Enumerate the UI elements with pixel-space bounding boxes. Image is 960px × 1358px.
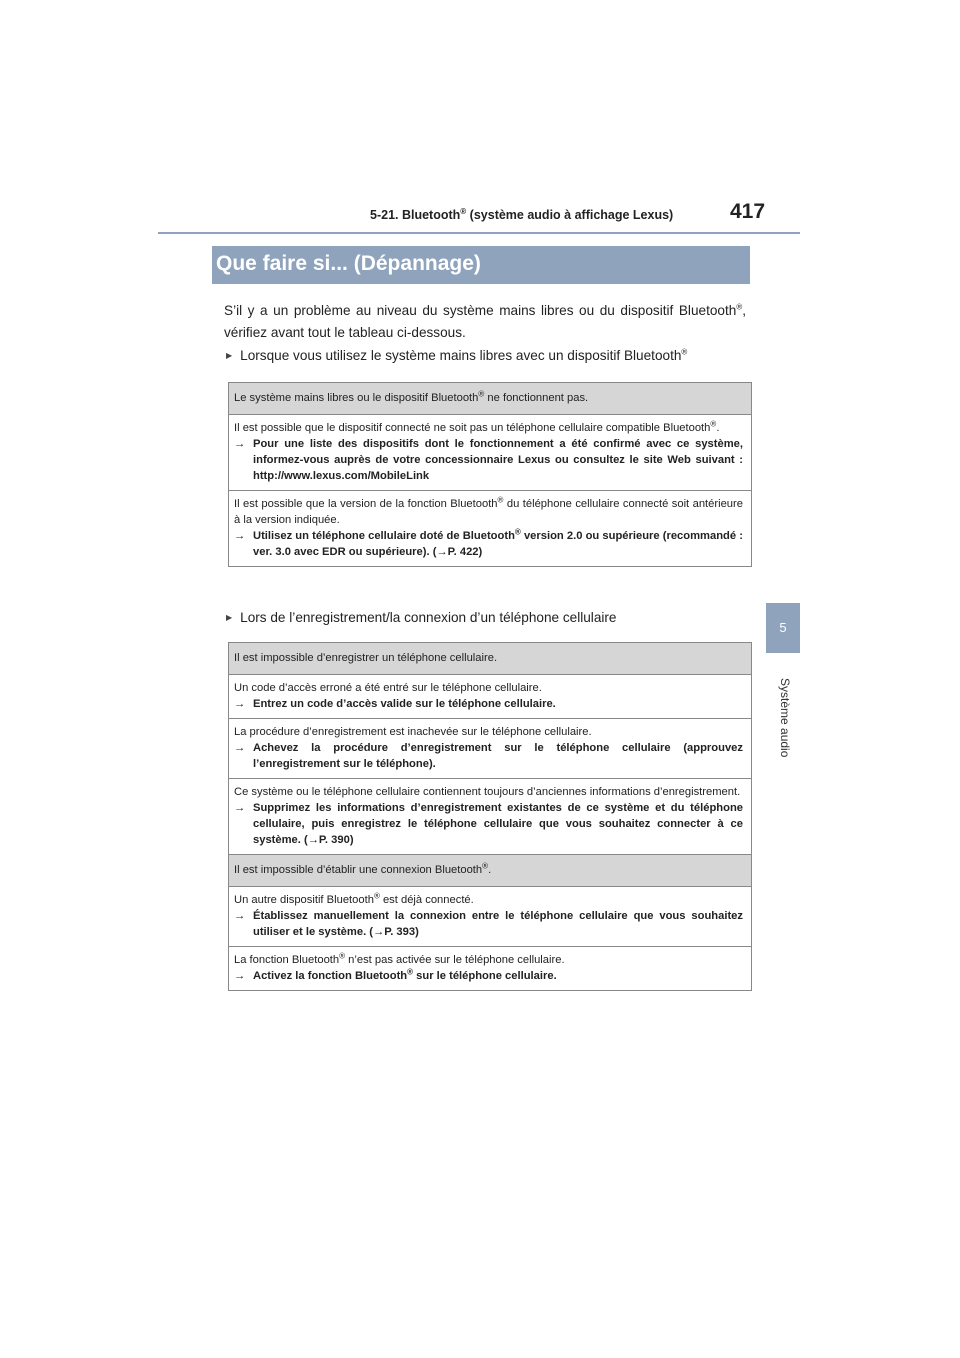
table-row (229, 490, 751, 566)
action-text (234, 968, 743, 984)
troubleshooting-table (228, 642, 752, 991)
bullet-item (226, 610, 617, 625)
action-body: Entrez un code d’accès valide sur le téléphone cellulaire. (253, 698, 556, 710)
running-header-title: 5-21. Bluetooth® (système audio à affichage Lexus) (370, 206, 674, 222)
table-row (229, 674, 751, 718)
table-header-text: Il est impossible d’établir une connexion Bluetooth®. (234, 861, 492, 876)
arrow-icon: → (234, 742, 246, 754)
table-row (229, 946, 751, 990)
action-text (234, 908, 743, 940)
table-row (229, 886, 751, 946)
section-title: Que faire si... (Dépannage) (216, 252, 481, 275)
cause-text: Il est possible que le dispositif connecté ne soit pas un téléphone cellulaire compatible Bluetooth®. (234, 419, 720, 434)
action-text (234, 696, 743, 712)
action-text (234, 528, 743, 560)
chapter-tab-label: Système audio (778, 678, 792, 758)
arrow-icon: → (234, 910, 246, 922)
arrow-icon: → (234, 802, 246, 814)
action-body: Pour une liste des dispositifs dont le fonctionnement a été confirmé avec ce système, informez-vous auprès de votre concessionnaire Lexus ou consultez le site Web suivant : http://www.lexus.com/MobileLink (253, 438, 743, 482)
intro-paragraph: S’il y a un problème au niveau du système mains libres ou du dispositif Bluetooth®, vérifiez avant tout le tableau ci-dessous. (224, 302, 746, 340)
table-header-text: Il est impossible d’enregistrer un téléphone cellulaire. (234, 652, 498, 664)
bullet-text: Lors de l’enregistrement/la connexion d’un téléphone cellulaire (240, 610, 617, 625)
triangle-bullet-icon: ▶ (226, 351, 233, 360)
cause-text: Ce système ou le téléphone cellulaire contiennent toujours d’anciennes informations d’enregistrement. (234, 786, 741, 798)
triangle-bullet-icon: ▶ (226, 613, 233, 622)
page-number: 417 (730, 200, 766, 223)
action-body: Établissez manuellement la connexion entre le téléphone cellulaire que vous souhaitez utiliser et le système. (→P. 393) (253, 910, 743, 938)
cause-text: Un autre dispositif Bluetooth® est déjà connecté. (234, 891, 474, 906)
arrow-icon: → (234, 970, 246, 982)
section-title-bar (212, 246, 750, 284)
cause-text: La fonction Bluetooth® n’est pas activée sur le téléphone cellulaire. (234, 951, 565, 966)
cause-text: Il est possible que la version de la fonction Bluetooth® du téléphone cellulaire connecté soit antérieure à la version indiquée. (234, 495, 743, 526)
arrow-icon: → (234, 438, 246, 450)
cause-text: Un code d’accès erroné a été entré sur le téléphone cellulaire. (234, 682, 542, 694)
action-body: Achevez la procédure d’enregistrement sur le téléphone cellulaire (approuvez l’enregistrement sur le téléphone). (253, 742, 743, 770)
header-rule (158, 232, 800, 234)
table-header-text: Le système mains libres ou le dispositif Bluetooth® ne fonctionnent pas. (234, 389, 589, 404)
action-text (234, 800, 743, 848)
table-row (229, 718, 751, 778)
action-text (234, 436, 743, 484)
action-body: Utilisez un téléphone cellulaire doté de Bluetooth® version 2.0 ou supérieure (recommandé : ver. 3.0 avec EDR ou supérieure). (→P. 422) (253, 527, 743, 558)
bullet-item (226, 348, 687, 363)
chapter-tab-number: 5 (766, 603, 800, 653)
table-row (229, 414, 751, 490)
table-header-row (229, 854, 751, 886)
arrow-icon: → (234, 698, 246, 710)
action-body: Activez la fonction Bluetooth® sur le téléphone cellulaire. (253, 967, 557, 982)
action-text (234, 740, 743, 772)
action-body: Supprimez les informations d’enregistrement existantes de ce système et du téléphone cellulaire, puis enregistrez le téléphone cellulaire que vous souhaitez connecter à ce système. (→P. 390) (253, 802, 743, 846)
bullet-text: Lorsque vous utilisez le système mains libres avec un dispositif Bluetooth® (240, 347, 688, 363)
troubleshooting-table (228, 382, 752, 567)
table-header-row (229, 643, 751, 674)
table-header-row (229, 383, 751, 414)
arrow-icon: → (234, 530, 246, 542)
cause-text: La procédure d’enregistrement est inachevée sur le téléphone cellulaire. (234, 726, 592, 738)
table-row (229, 778, 751, 854)
